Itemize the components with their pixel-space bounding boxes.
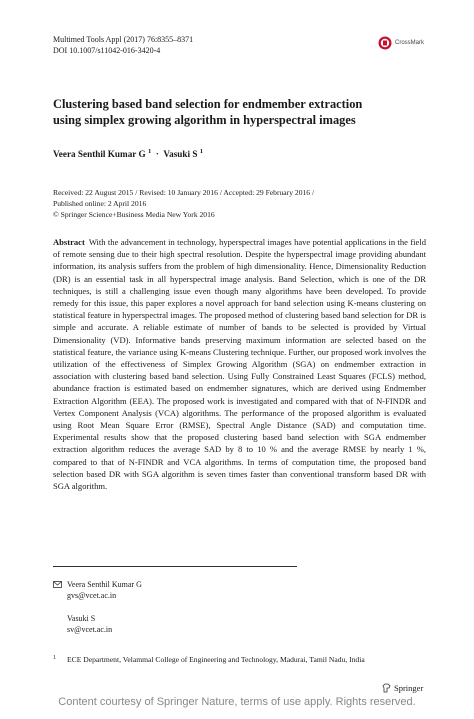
author-affiliation-1: 1 <box>147 148 152 155</box>
abstract-text: With the advancement in technology, hyperspectral images have potential applications in the field of remote sensing due to their high spectral resolution. Despite the hyperspectral image providing abundant information, its analysis suffers from the problem of high dimensionality. Hence, Dimensionality Reduction (DR) is an essential task in all hyperspectral image analysis. Band Selection, which is one of the DR techniques, is still a challenging issue even though many algorithms have been developed. To provide remedy for this issue, this paper explores a novel approach for band selection using K-means clustering on statistical feature in hyperspectral images. The proposed method of clustering based band selection for DR is simple and accurate. A reliable estimate of number of bands to be selected is provided by Virtual Dimensionality (VD). Informative bands preserving maximum information are selected based on the statistical feature, the variance using K-means Clustering technique. Further, our proposed work involves the utilization of the effectiveness of Simplex Growing Algorithm (SGA) on endmember extraction in association with clustering based band selection. Using Fully Constrained Least Squares (FCLS) method, abundance fraction is estimated based on endmember signatures, which are derived using Endmember Extraction Algorithm (EEA). The proposed work is investigated and compared with that of N-FINDR and Vertex Component Analysis (VCA) algorithms. The performance of the proposed algorithm is evaluated using Root Mean Square Error (RMSE), Spectral Angle Distance (SAD) and computation time. Experimental results show that the proposed clustering based band selection with SGA endmember extraction algorithm reduces the average SAD by 8 to 10 % and the average RMSE by nearly 1 %, compared to that of N-FINDR and VCA algorithms. In terms of computation time, the proposed band selection based DR with SGA algorithm is seven times faster than conventional transform based DR with SGA algorithm. <box>53 237 426 492</box>
courtesy-notice: Content courtesy of Springer Nature, terms of use apply. Rights reserved. <box>58 696 416 708</box>
footnote-number: 1 <box>53 655 56 661</box>
springer-label: Springer <box>394 683 424 693</box>
title-line-1: Clustering based band selection for endmember extraction <box>53 97 363 111</box>
dates-line-1: Received: 22 August 2015 / Revised: 10 January 2016 / Accepted: 29 February 2016 / <box>53 188 315 197</box>
springer-logo <box>382 683 423 693</box>
author-affiliation-2: 1 <box>199 148 203 155</box>
envelope-icon <box>53 579 67 590</box>
contact-email-1[interactable]: gvs@vcet.ac.in <box>67 591 117 600</box>
journal-header <box>53 34 193 56</box>
doi[interactable]: DOI 10.1007/s11042-016-3420-4 <box>53 46 161 55</box>
corresponding-contacts <box>53 579 142 635</box>
article-title <box>53 96 433 128</box>
author-list <box>53 148 203 159</box>
springer-horse-icon <box>382 683 391 693</box>
journal-citation: Multimed Tools Appl (2017) 76:8355–8371 <box>53 35 194 44</box>
footnote-text: ECE Department, Velammal College of Engineering and Technology, Madurai, Tamil Nadu, India <box>67 655 365 664</box>
contact-email-2[interactable]: sv@vcet.ac.in <box>67 625 113 634</box>
abstract <box>53 236 426 492</box>
publication-dates <box>53 187 314 220</box>
abstract-label: Abstract <box>53 237 85 247</box>
footnote-rule <box>53 566 297 567</box>
title-line-2: using simplex growing algorithm in hyperspectral images <box>53 113 356 127</box>
contact-name-2: Vasuki S <box>67 614 96 623</box>
affiliation-footnote <box>53 655 365 664</box>
crossmark-badge[interactable] <box>378 36 424 50</box>
author-name-1[interactable]: Veera Senthil Kumar G <box>53 149 146 160</box>
crossmark-icon <box>378 36 392 50</box>
author-name-2[interactable]: Vasuki S <box>163 149 198 160</box>
dates-line-2: Published online: 2 April 2016 <box>53 199 147 208</box>
contact-name-1: Veera Senthil Kumar G <box>67 580 142 589</box>
crossmark-label: CrossMark <box>395 40 425 46</box>
author-separator: · <box>153 149 162 160</box>
copyright-line: © Springer Science+Business Media New York 2016 <box>53 210 215 219</box>
